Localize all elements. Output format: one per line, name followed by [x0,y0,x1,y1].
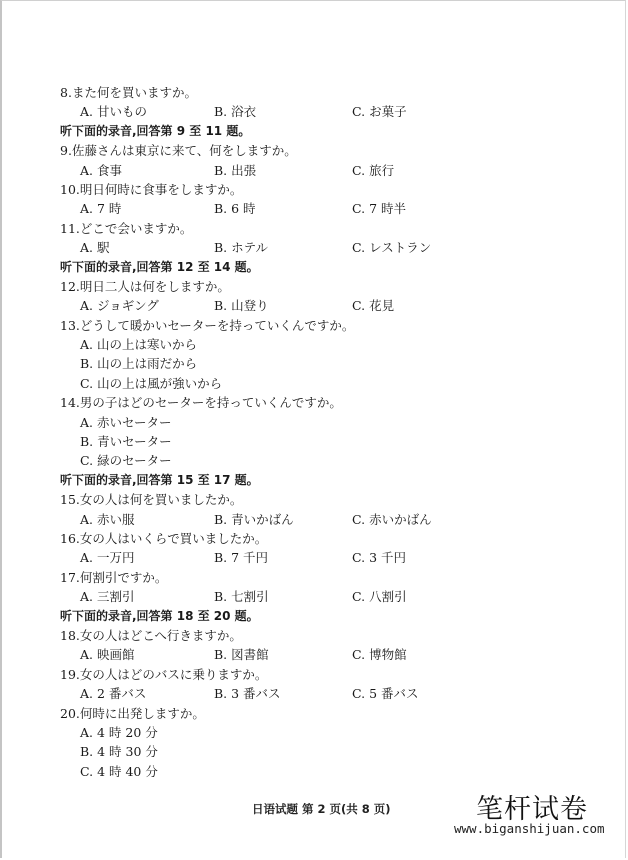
question-text: 何時に出発しますか。 [79,705,205,721]
answer-option-a: A. 甘いもの [80,104,147,120]
question-stem [60,316,580,335]
question-number: 19. [60,666,80,682]
answer-options [60,587,580,606]
question-stem [60,529,580,548]
question-text: 何割引ですか。 [79,569,168,585]
question-stem [60,704,580,723]
question-number: 9. [60,143,72,159]
answer-option-a: A. 一万円 [80,550,135,566]
answer-option-a: A. 7 時 [80,201,122,217]
question-stem [60,568,580,587]
answer-option-a: A. 赤い服 [80,511,135,527]
answer-option-c: C. 旅行 [352,162,395,178]
question-stem [60,626,580,645]
question-stem [60,665,580,684]
question-text: また何を買いますか。 [71,85,197,100]
question-list [60,83,580,781]
question-number: 18. [60,627,80,643]
question-text: 女の人はどのバスに乗りますか。 [79,666,268,682]
question-number: 12. [60,278,80,294]
question-text: どうして暖かいセーターを持っていくんですか。 [79,317,355,333]
answer-option-c: C. 4 時 40 分 [80,763,158,779]
answer-option-c: C. 博物館 [352,647,407,663]
answer-option-b: B. 浴衣 [214,104,257,120]
answer-option-a: A. 食事 [80,162,122,178]
question-number: 20. [60,705,80,721]
section-instruction: 听下面的录音,回答第 18 至 20 题。 [60,608,259,623]
answer-option-b: B. ホテル [214,240,269,256]
question-stem [60,141,580,160]
answer-option-b: B. 3 番バス [214,686,281,702]
answer-option-b: B. 4 時 30 分 [80,744,158,760]
answer-options [60,645,580,664]
answer-option-b: B. 山登り [214,298,269,314]
question-number: 15. [60,492,80,508]
answer-option-a: A. 2 番バス [80,686,147,702]
answer-options [60,199,580,218]
question-text: 佐藤さんは東京に来て、何をしますか。 [71,143,297,159]
page-footer: 日语试题 第 2 页(共 8 页) [252,802,391,816]
answer-option-a: A. 駅 [80,240,110,256]
answer-option-a: A. 赤いセーター [80,414,172,430]
answer-option-a: A. 映画館 [80,647,135,663]
answer-option-b: B. 青いかばん [214,511,294,527]
answer-options [60,296,580,315]
answer-option-c: C. 山の上は風が強いから [80,375,223,391]
question-stem [60,180,580,199]
question-number: 8. [60,85,72,100]
answer-option-a: A. 4 時 20 分 [80,724,158,740]
question-stem [60,490,580,509]
question-stem [60,83,580,102]
question-stem [60,393,580,412]
answer-option-b: B. 七割引 [214,589,269,605]
question-number: 10. [60,181,80,197]
answer-option-c: C. 緑のセーター [80,453,172,469]
section-instruction: 听下面的录音,回答第 9 至 11 题。 [60,123,251,138]
answer-option-a: A. 三割引 [80,589,135,605]
answer-option-a: A. 山の上は寒いから [80,337,197,353]
answer-option-c: C. 5 番バス [352,686,419,702]
question-text: 男の子はどのセーターを持っていくんですか。 [79,395,342,411]
answer-options [60,510,580,529]
answer-option-c: C. レストラン [352,240,432,256]
answer-option-c: C. 八割引 [352,589,407,605]
question-text: 明日何時に食事をしますか。 [79,181,243,197]
question-number: 16. [60,530,80,546]
answer-option-b: B. 6 時 [214,201,256,217]
answer-option-a: A. ジョギング [80,298,159,314]
question-stem [60,219,580,238]
question-text: 女の人はいくらで買いましたか。 [79,530,268,546]
answer-options [60,548,580,567]
answer-option-c: C. 赤いかばん [352,511,432,527]
answer-option-c: C. 3 千円 [352,550,406,566]
question-text: 女の人は何を買いましたか。 [79,492,243,508]
answer-option-b: B. 図書館 [214,647,269,663]
watermark-url: www.biganshijuan.com [454,821,605,836]
question-stem [60,277,580,296]
section-instruction: 听下面的录音,回答第 12 至 14 题。 [60,259,259,274]
section-instruction: 听下面的录音,回答第 15 至 17 题。 [60,472,259,487]
question-text: 明日二人は何をしますか。 [79,278,230,294]
answer-option-b: B. 山の上は雨だから [80,356,198,372]
answer-option-b: B. 出張 [214,162,257,178]
question-number: 13. [60,317,80,333]
answer-option-b: B. 7 千円 [214,550,269,566]
answer-options [60,161,580,180]
answer-option-b: B. 青いセーター [80,434,172,450]
question-text: どこで会いますか。 [79,220,193,236]
question-number: 17. [60,569,80,585]
question-text: 女の人はどこへ行きますか。 [79,627,242,643]
answer-option-c: C. 花見 [352,298,395,314]
answer-option-c: C. 7 時半 [352,201,406,217]
question-number: 14. [60,395,80,411]
answer-options [60,238,580,257]
watermark-title: 笔杆试卷 [476,794,588,825]
answer-option-c: C. お菓子 [352,104,407,120]
answer-options [60,102,580,121]
answer-options [60,684,580,703]
question-number: 11. [60,220,80,236]
